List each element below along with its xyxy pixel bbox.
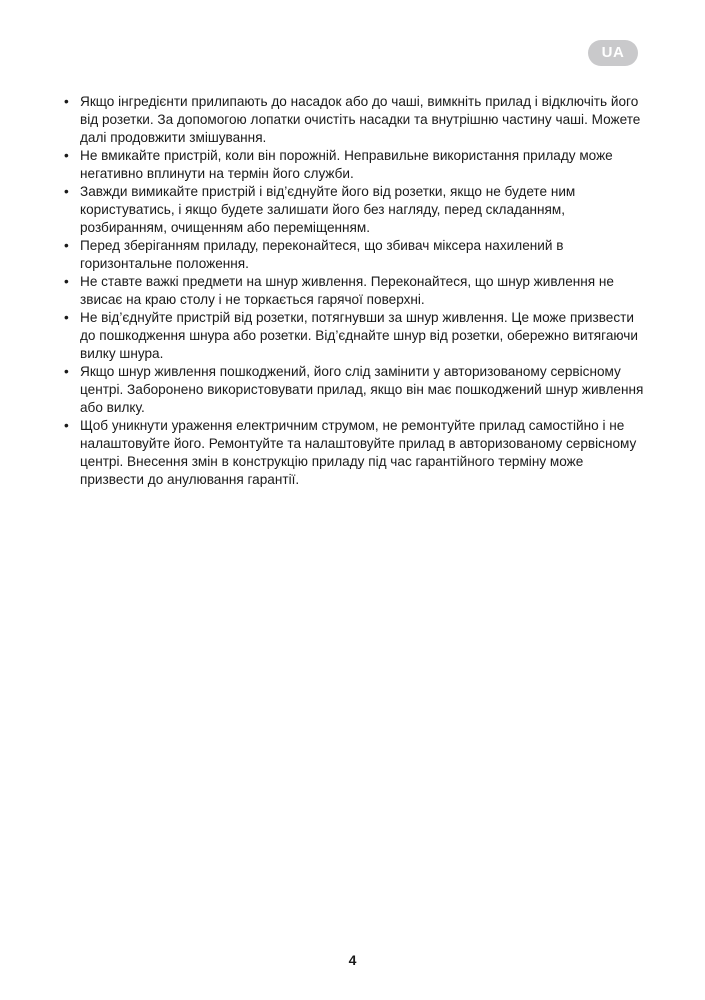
bullet-icon: • [64,310,69,325]
list-item-text: Щоб уникнути ураження електричним струмом, не ремонтуйте прилад самостійно і не налаштовуйте його. Ремонтуйте та налаштовуйте прилад в авторизованому сервісному центрі. Внесення змін в конструкцію приладу під час гарантійного терміну може призвести до анулювання гарантії. [80,418,637,487]
list-item [62,183,647,237]
list-item-text: Не ставте важкі предмети на шнур живлення. Переконайтеся, що шнур живлення не звисає на краю столу і не торкається гарячої поверхні. [80,274,614,307]
list-item-text: Якщо інгредієнти прилипають до насадок або до чаші, вимкніть прилад і відключіть його від розетки. За допомогою лопатки очистіть насадки та внутрішню частину чаші. Можете далі продовжити змішування. [80,94,641,145]
bullet-list [62,93,647,489]
page-number: 4 [348,952,357,968]
list-item [62,363,647,417]
bullet-icon: • [64,238,69,253]
list-item [62,417,647,489]
list-item-text: Якщо шнур живлення пошкоджений, його слід замінити у авторизованому сервісному центрі. Заборонено використовувати прилад, якщо він має пошкоджений шнур живлення або вилку. [80,364,644,415]
bullet-icon: • [64,94,69,109]
list-item-text: Не вмикайте пристрій, коли він порожній. Неправильне використання приладу може негативно вплинути на термін його служби. [80,148,613,181]
list-item [62,309,647,363]
bullet-icon: • [64,184,69,199]
safety-instructions [62,93,647,489]
list-item [62,93,647,147]
language-badge: UA [588,40,638,66]
list-item [62,273,647,309]
list-item [62,237,647,273]
list-item-text: Перед зберіганням приладу, переконайтеся, що збивач міксера нахилений в горизонтальне положення. [80,238,564,271]
list-item-text: Завжди вимикайте пристрій і від’єднуйте його від розетки, якщо не будете ним користуватись, і якщо будете залишати його без нагляду, перед складанням, розбиранням, очищенням або переміщенням. [80,184,576,235]
bullet-icon: • [64,418,69,433]
bullet-icon: • [64,148,69,163]
bullet-icon: • [64,274,69,289]
list-item-text: Не від’єднуйте пристрій від розетки, потягнувши за шнур живлення. Це може призвести до пошкодження шнура або розетки. Від’єднайте шнур від розетки, обережно витягаючи вилку шнура. [80,310,638,361]
list-item [62,147,647,183]
bullet-icon: • [64,364,69,379]
